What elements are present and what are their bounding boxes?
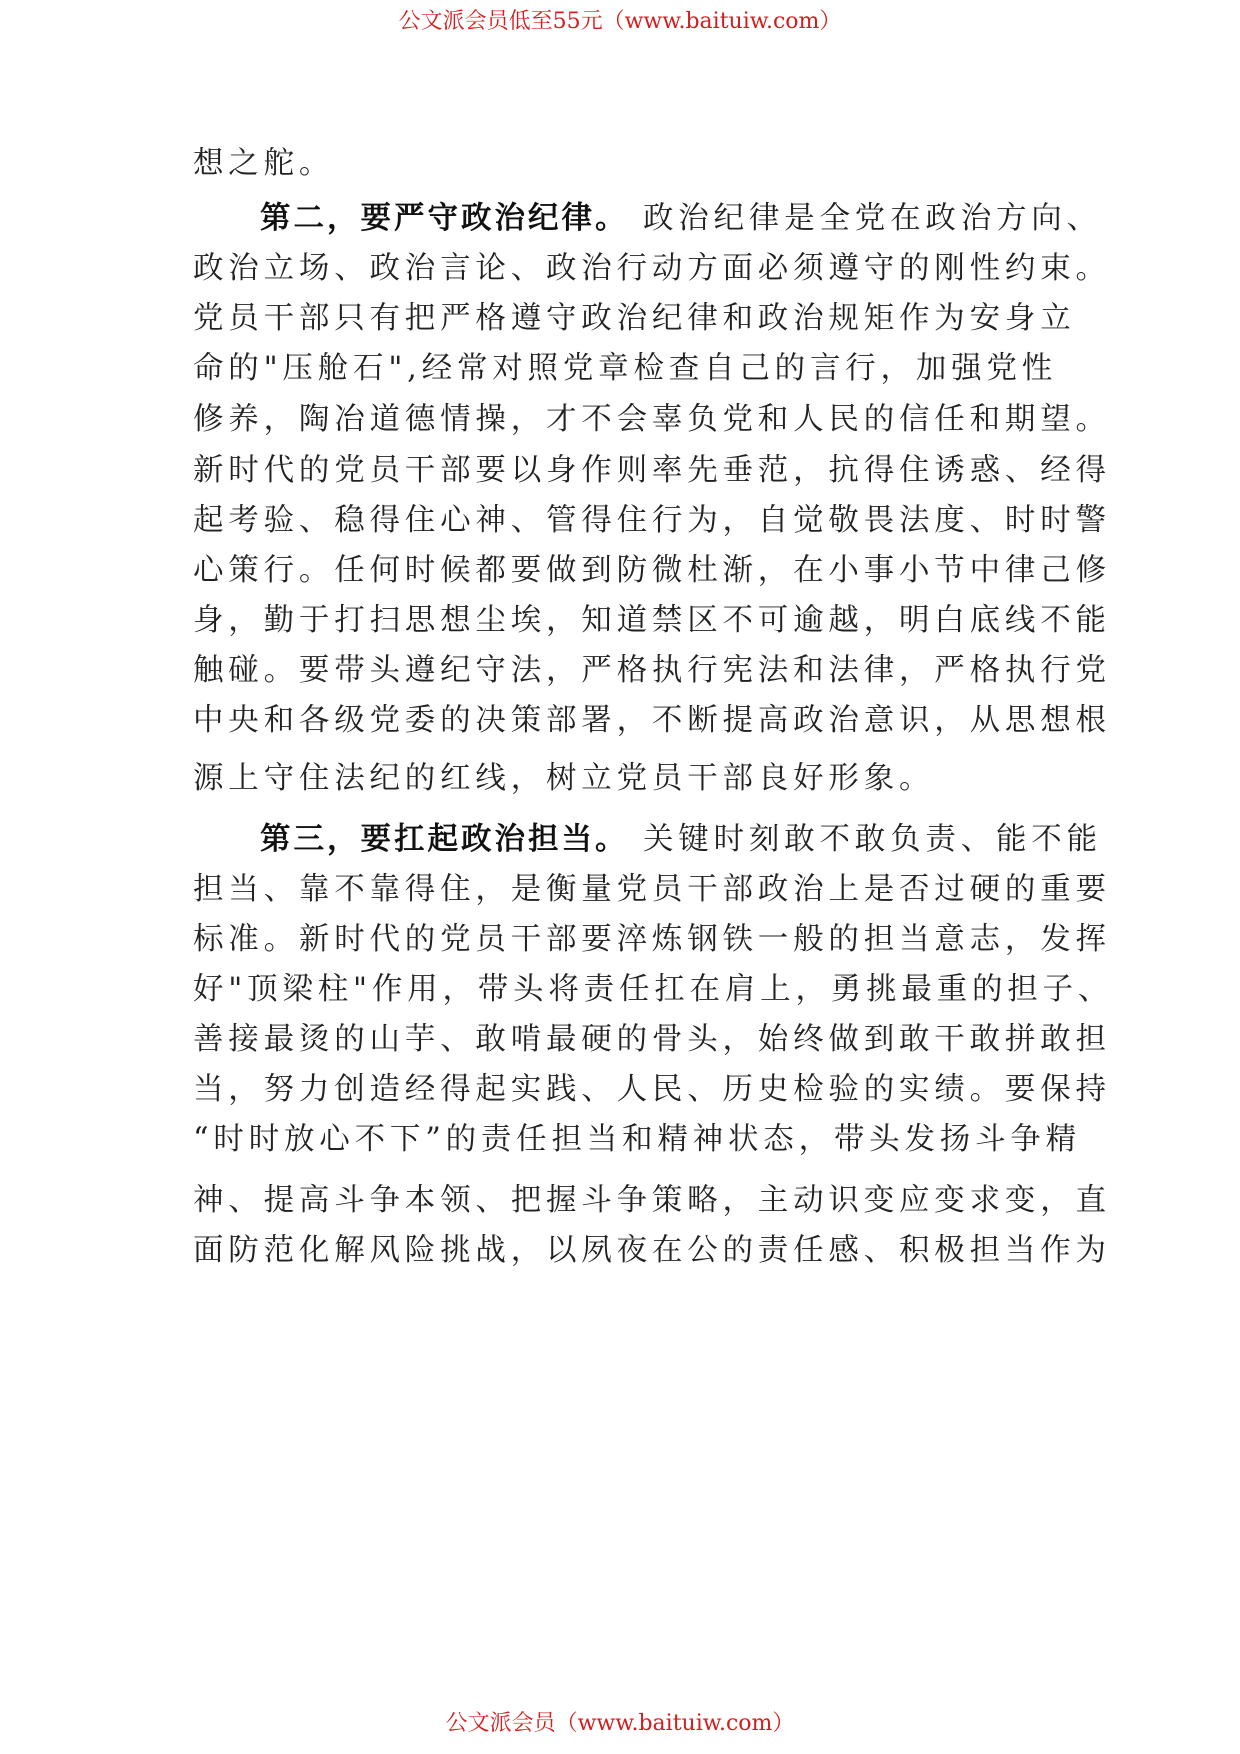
header-banner: 公文派会员低至55元（www.baituiw.com）: [398, 9, 842, 34]
section-heading-3: 第三，要扛起政治担当。: [260, 822, 629, 857]
text-line: 命的"压舱石",经常对照党章检查自己的言行，加强党性: [193, 351, 1058, 386]
section-heading-2: 第二，要严守政治纪律。: [260, 201, 629, 236]
text-line: “时时放心不下”的责任担当和精神状态，带头发扬斗争精: [193, 1122, 1081, 1157]
text-line: 想之舵。: [193, 146, 335, 181]
paragraph-3-lead: 关键时刻敢不敢负责、能不能: [628, 822, 1102, 857]
text-line: 善接最烫的山芋、敢啃最硬的骨头，始终做到敢干敢拼敢担: [193, 1022, 1111, 1057]
footer-banner: 公文派会员（www.baituiw.com）: [445, 1711, 795, 1736]
text-line: 源上守住法纪的红线，树立党员干部良好形象。: [193, 761, 935, 796]
text-line: 新时代的党员干部要以身作则率先垂范，抗得住诱惑、经得: [193, 453, 1111, 488]
paragraph-2-lead: 政治纪律是全党在政治方向、: [628, 201, 1102, 236]
text-line: 中央和各级党委的决策部署，不断提高政治意识，从思想根: [193, 703, 1111, 738]
text-line: 修养，陶冶道德情操，才不会辜负党和人民的信任和期望。: [193, 402, 1111, 437]
text-line: 标准。新时代的党员干部要淬炼钢铁一般的担当意志，发挥: [193, 922, 1111, 957]
paragraph-2-first-line: [260, 197, 1102, 241]
text-line: 政治立场、政治言论、政治行动方面必须遵守的刚性约束。: [193, 251, 1111, 286]
text-line: 身，勤于打扫思想尘埃，知道禁区不可逾越，明白底线不能: [193, 603, 1111, 638]
text-line: 当，努力创造经得起实践、人民、历史检验的实绩。要保持: [193, 1072, 1111, 1107]
text-line: 担当、靠不靠得住，是衡量党员干部政治上是否过硬的重要: [193, 872, 1111, 907]
text-line: 面防范化解风险挑战，以夙夜在公的责任感、积极担当作为: [193, 1233, 1111, 1268]
text-line: 神、提高斗争本领、把握斗争策略，主动识变应变求变，直: [193, 1183, 1111, 1218]
paragraph-3-first-line: [260, 818, 1102, 862]
text-line: 起考验、稳得住心神、管得住行为，自觉敬畏法度、时时警: [193, 503, 1111, 538]
text-line: 好"顶梁柱"作用，带头将责任扛在肩上，勇挑最重的担子、: [193, 972, 1114, 1007]
text-line: 心策行。任何时候都要做到防微杜渐，在小事小节中律己修: [193, 553, 1111, 588]
text-line: 党员干部只有把严格遵守政治纪律和政治规矩作为安身立: [193, 301, 1076, 336]
text-line: 触碰。要带头遵纪守法，严格执行宪法和法律，严格执行党: [193, 653, 1111, 688]
